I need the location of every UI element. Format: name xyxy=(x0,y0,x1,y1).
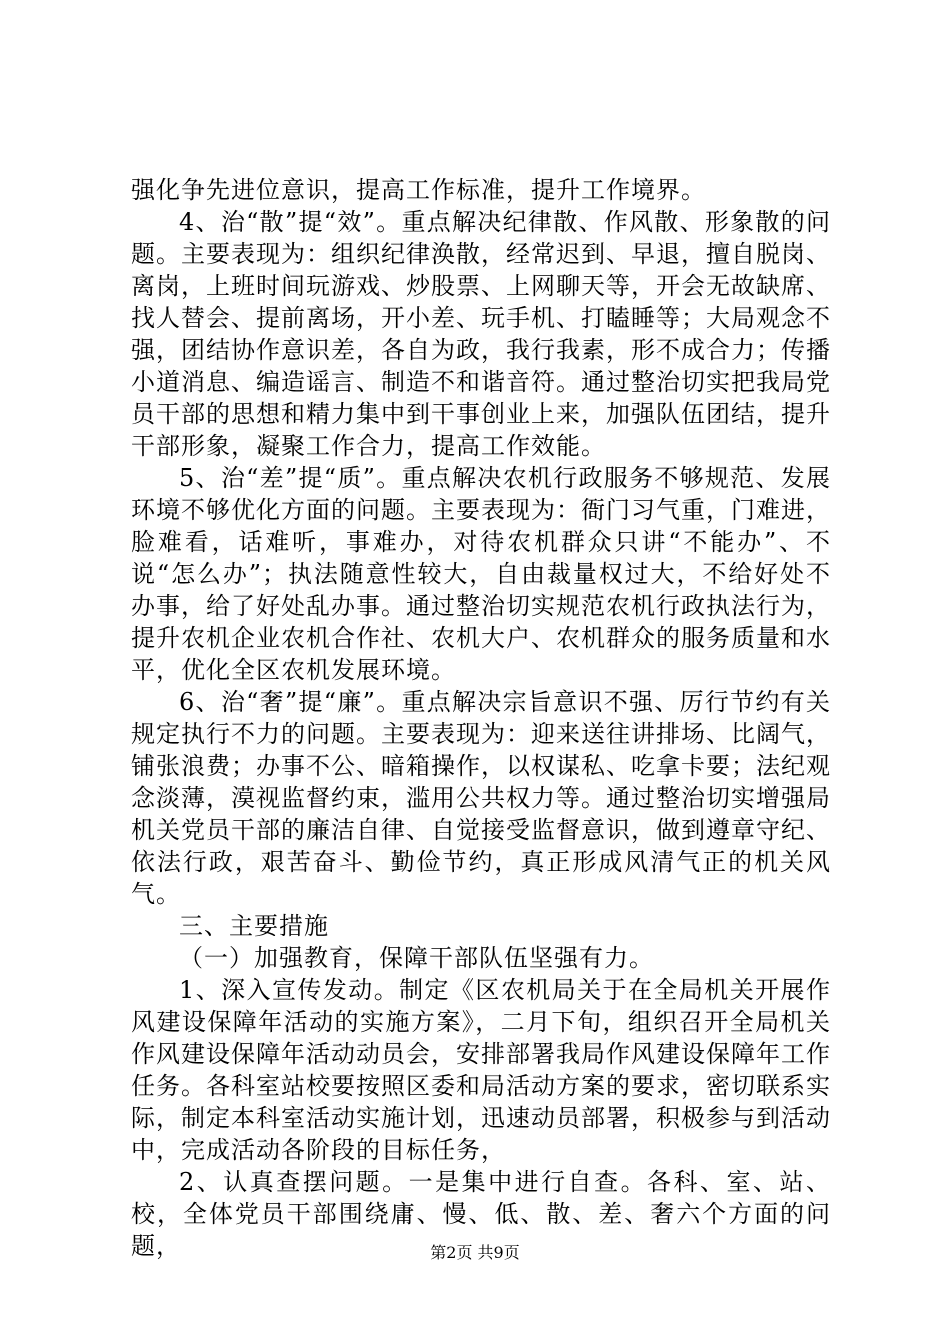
subsection-heading-education: （一）加强教育，保障干部队伍坚强有力。 xyxy=(179,944,654,972)
paragraph-item-4: 4、治“散”提“效”。重点解决纪律散、作风散、形象散的问题。主要表现为：组织纪律涣散，经常迟到、早退，擅自脱岗、离岗，上班时间玩游戏、炒股票、上网聊天等，开会无故缺席、找人替会、提前离场，开小差、玩手机、打瞌睡等；大局观念不强，团结协作意识差，各自为政，我行我素，形不成合力；传播小道消息、编造谣言、制造不和谐音符。通过整治切实把我局党员干部的思想和精力集中到干事创业上来，加强队伍团结，提升干部形象，凝聚工作合力，提高工作效能。 xyxy=(131,208,831,460)
document-body xyxy=(131,174,831,1262)
paragraph-measure-2: 2、认真查摆问题。一是集中进行自查。各科、室、站、校，全体党员干部围绕庸、慢、低、散、差、奢六个方面的问题， xyxy=(131,1168,831,1260)
page-number-footer: 第2页 共9页 xyxy=(430,1243,520,1262)
section-heading-measures: 三、主要措施 xyxy=(179,912,329,940)
paragraph-item-6: 6、治“奢”提“廉”。重点解决宗旨意识不强、厉行节约有关规定执行不力的问题。主要表现为：迎来送往讲排场、比阔气，铺张浪费；办事不公、暗箱操作，以权谋私、吃拿卡要；法纪观念淡薄，漠视监督约束，滥用公共权力等。通过整治切实增强局机关党员干部的廉洁自律、自觉接受监督意识，做到遵章守纪、依法行政，艰苦奋斗、勤俭节约，真正形成风清气正的机关风气。 xyxy=(131,688,831,908)
paragraph-measure-1: 1、深入宣传发动。制定《区农机局关于在全局机关开展作风建设保障年活动的实施方案》，二月下旬，组织召开全局机关作风建设保障年活动动员会，安排部署我局作风建设保障年工作任务。各科室站校要按照区委和局活动方案的要求，密切联系实际，制定本科室活动实施计划，迅速动员部署，积极参与到活动中，完成活动各阶段的目标任务， xyxy=(131,976,831,1164)
paragraph-item-5: 5、治“差”提“质”。重点解决农机行政服务不够规范、发展环境不够优化方面的问题。主要表现为：衙门习气重，门难进，脸难看，话难听，事难办，对待农机群众只讲“不能办”、不说“怎么办”；执法随意性较大，自由裁量权过大，不给好处不办事，给了好处乱办事。通过整治切实规范农机行政执法行为，提升农机企业农机合作社、农机大户、农机群众的服务质量和水平，优化全区农机发展环境。 xyxy=(131,464,831,684)
paragraph-continuation: 强化争先进位意识，提高工作标准，提升工作境界。 xyxy=(131,176,706,204)
